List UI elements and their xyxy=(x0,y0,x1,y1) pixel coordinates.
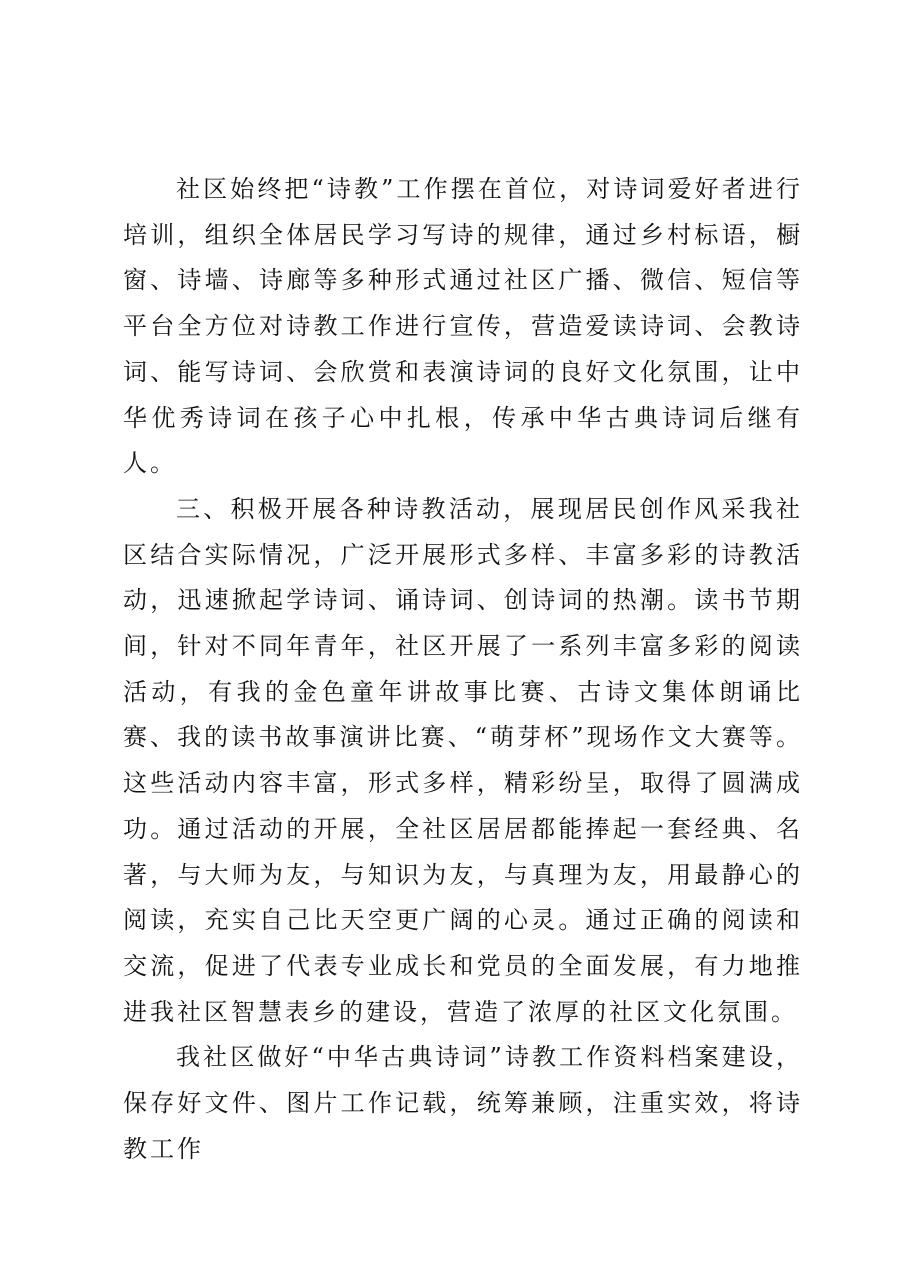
paragraph-poetry-education-promotion: 社区始终把“诗教”工作摆在首位，对诗词爱好者进行培训，组织全体居民学习写诗的规律，通过乡村标语，橱窗、诗墙、诗廊等多种形式通过社区广播、微信、短信等平台全方位对诗教工作进行宣传，营造爱读诗词、会教诗词、能写诗词、会欣赏和表演诗词的良好文化氛围，让中华优秀诗词在孩子心中扎根，传承中华古典诗词后继有人。 xyxy=(123,175,803,478)
paragraph-poetry-activities: 三、积极开展各种诗教活动，展现居民创作风采我社区结合实际情况，广泛开展形式多样、丰富多彩的诗教活动，迅速掀起学诗词、诵诗词、创诗词的热潮。读书节期间，针对不同年青年，社区开展了一系列丰富多彩的阅读活动，有我的金色童年讲故事比赛、古诗文集体朗诵比赛、我的读书故事演讲比赛、“萌芽杯”现场作文大赛等。这些活动内容丰富，形式多样，精彩纷呈，取得了圆满成功。通过活动的开展，全社区居居都能捧起一套经典、名著，与大师为友，与知识为友，与真理为友，用最静心的阅读，充实自己比天空更广阔的心灵。通过正确的阅读和交流，促进了代表专业成长和党员的全面发展，有力地推进我社区智慧表乡的建设，营造了浓厚的社区文化氛围。 xyxy=(123,494,803,1026)
document-body xyxy=(123,167,803,1172)
paragraph-archive-construction: 我社区做好“中华古典诗词”诗教工作资料档案建设，保存好文件、图片工作记载，统筹兼顾，注重实效，将诗教工作 xyxy=(123,1043,803,1163)
